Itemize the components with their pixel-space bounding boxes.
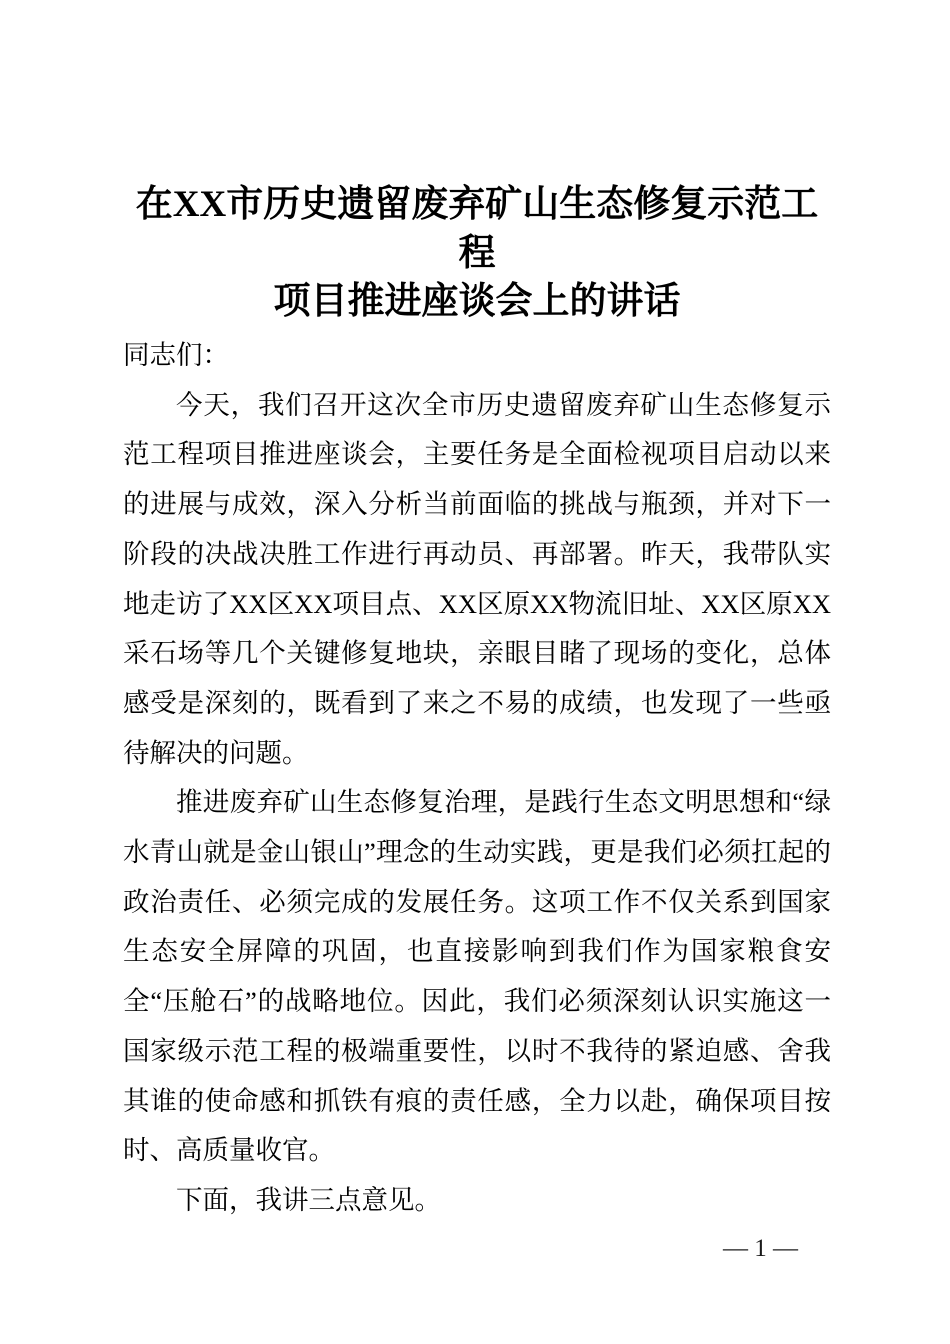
paragraph-opening: 今天，我们召开这次全市历史遗留废弃矿山生态修复示范工程项目推进座谈会，主要任务是全面检视项目启动以来的进展与成效，深入分析当前面临的挑战与瓶颈，并对下一阶段的决战决胜工作进行再动员、再部署。昨天，我带队实地走访了XX区XX项目点、XX区原XX物流旧址、XX区原XX采石场等几个关键修复地块，亲眼目睹了现场的变化，总体感受是深刻的，既看到了来之不易的成绩，也发现了一些亟待解决的问题。 xyxy=(123,389,831,768)
title-line-2: 项目推进座谈会上的讲话 xyxy=(273,281,681,322)
page-number: — 1 — xyxy=(723,1235,798,1262)
paragraph-salutation: 同志们： xyxy=(123,340,229,370)
paragraph-transition: 下面，我讲三点意见。 xyxy=(176,1184,441,1215)
paragraph-significance: 推进废弃矿山生态修复治理，是践行生态文明思想和“绿水青山就是金山银山”理念的生动实践，更是我们必须扛起的政治责任、必须完成的发展任务。这项工作不仅关系到国家生态安全屏障的巩固，也直接影响到我们作为国家粮食安全“压舱石”的战略地位。因此，我们必须深刻认识实施这一国家级示范工程的极端重要性，以时不我待的紧迫感、舍我其谁的使命感和抓铁有痕的责任感，全力以赴，确保项目按时、高质量收官。 xyxy=(123,787,831,1166)
title-line-1: 在XX市历史遗留废弃矿山生态修复示范工程 xyxy=(135,184,819,274)
document-body xyxy=(123,331,831,1226)
document-title xyxy=(123,181,831,327)
